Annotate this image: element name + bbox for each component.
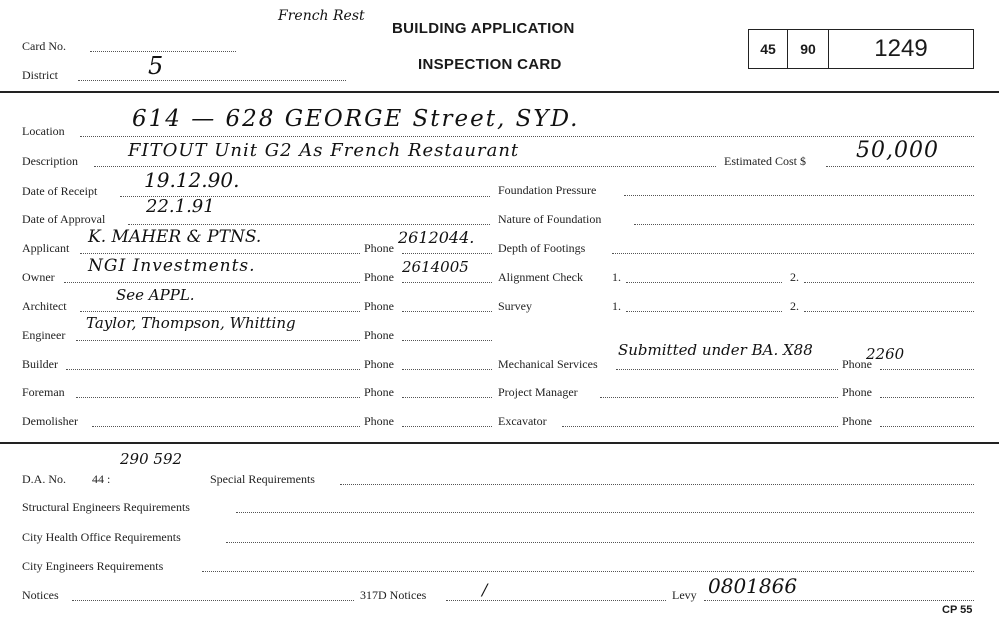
excavator-field[interactable]	[562, 426, 838, 427]
health-requirements-field[interactable]	[226, 542, 974, 543]
da-no-prefix: 44 :	[92, 472, 111, 486]
architect-value: See APPL.	[116, 286, 195, 304]
alignment-check-1-field[interactable]	[626, 282, 782, 283]
date-approval-field[interactable]	[128, 224, 490, 225]
applicant-phone-label: Phone	[364, 241, 394, 255]
levy-field[interactable]	[704, 600, 974, 601]
mechanical-services-label: Mechanical Services	[498, 357, 598, 371]
notices-field[interactable]	[72, 600, 354, 601]
applicant-phone-value: 2612044.	[398, 228, 475, 247]
demolisher-field[interactable]	[92, 426, 360, 427]
district-label: District	[22, 68, 58, 82]
notices-label: Notices	[22, 588, 59, 602]
engineer-field[interactable]	[76, 340, 360, 341]
excavator-phone-label: Phone	[842, 414, 872, 428]
location-label: Location	[22, 124, 65, 138]
estimated-cost-value: 50,000	[856, 138, 939, 163]
description-value: FITOUT Unit G2 As French Restaurant	[128, 140, 520, 161]
architect-label: Architect	[22, 299, 67, 313]
foreman-field[interactable]	[76, 397, 360, 398]
location-value: 614 — 628 GEORGE Street, SYD.	[132, 106, 580, 132]
health-requirements-label: City Health Office Requirements	[22, 530, 181, 544]
foreman-phone-field[interactable]	[402, 397, 492, 398]
levy-label: Levy	[672, 588, 697, 602]
estimated-cost-field[interactable]	[826, 166, 974, 167]
special-requirements-field[interactable]	[340, 484, 974, 485]
owner-phone-field[interactable]	[402, 282, 492, 283]
architect-phone-label: Phone	[364, 299, 394, 313]
code-box-2	[787, 29, 829, 69]
excavator-phone-field[interactable]	[880, 426, 974, 427]
survey-label: Survey	[498, 299, 532, 313]
nature-foundation-label: Nature of Foundation	[498, 212, 602, 226]
engineer-phone-field[interactable]	[402, 340, 492, 341]
levy-value: 0801866	[708, 574, 798, 598]
foreman-phone-label: Phone	[364, 385, 394, 399]
depth-footings-field[interactable]	[612, 253, 974, 254]
date-receipt-value: 19.12.90.	[144, 168, 240, 192]
architect-field[interactable]	[80, 311, 360, 312]
special-requirements-label: Special Requirements	[210, 472, 315, 486]
da-no-value: 290 592	[120, 450, 183, 468]
header-divider	[0, 91, 999, 93]
form-subtitle: INSPECTION CARD	[418, 56, 562, 73]
mechanical-phone-field[interactable]	[880, 369, 974, 370]
district-field[interactable]	[78, 80, 346, 81]
engineer-phone-label: Phone	[364, 328, 394, 342]
annotation-french-rest: French Rest	[278, 8, 365, 24]
owner-value: NGI Investments.	[88, 256, 256, 276]
lower-divider	[0, 442, 999, 444]
location-field[interactable]	[80, 136, 974, 137]
description-field[interactable]	[94, 166, 716, 167]
mechanical-services-value: Submitted under BA. X88	[618, 341, 813, 359]
applicant-phone-field[interactable]	[402, 253, 492, 254]
date-approval-label: Date of Approval	[22, 212, 106, 226]
applicant-label: Applicant	[22, 241, 70, 255]
structural-requirements-label: Structural Engineers Requirements	[22, 500, 190, 514]
owner-phone-label: Phone	[364, 270, 394, 284]
demolisher-phone-label: Phone	[364, 414, 394, 428]
code-box-1-value: 45	[760, 41, 776, 57]
city-engineers-requirements-label: City Engineers Requirements	[22, 559, 164, 573]
form-code: CP 55	[942, 604, 973, 616]
applicant-field[interactable]	[80, 253, 360, 254]
project-manager-label: Project Manager	[498, 385, 578, 399]
owner-phone-value: 2614005	[402, 258, 469, 276]
demolisher-label: Demolisher	[22, 414, 78, 428]
alignment-check-2-label: 2.	[790, 270, 799, 284]
builder-phone-label: Phone	[364, 357, 394, 371]
engineer-label: Engineer	[22, 328, 66, 342]
alignment-check-2-field[interactable]	[804, 282, 974, 283]
architect-phone-field[interactable]	[402, 311, 492, 312]
project-manager-phone-field[interactable]	[880, 397, 974, 398]
district-value: 5	[148, 52, 164, 80]
code-box-3-value: 1249	[874, 35, 928, 62]
survey-1-label: 1.	[612, 299, 621, 313]
project-manager-field[interactable]	[600, 397, 838, 398]
alignment-check-label: Alignment Check	[498, 270, 583, 284]
project-manager-phone-label: Phone	[842, 385, 872, 399]
mechanical-services-field[interactable]	[616, 369, 838, 370]
builder-label: Builder	[22, 357, 58, 371]
estimated-cost-label: Estimated Cost $	[724, 154, 806, 168]
demolisher-phone-field[interactable]	[402, 426, 492, 427]
survey-2-field[interactable]	[804, 311, 974, 312]
builder-field[interactable]	[66, 369, 360, 370]
depth-footings-label: Depth of Footings	[498, 241, 586, 255]
da-no-label: D.A. No.	[22, 472, 66, 486]
survey-1-field[interactable]	[626, 311, 782, 312]
mechanical-phone-value: 2260	[866, 345, 905, 363]
city-engineers-requirements-field[interactable]	[202, 571, 974, 572]
survey-2-label: 2.	[790, 299, 799, 313]
owner-label: Owner	[22, 270, 55, 284]
foreman-label: Foreman	[22, 385, 65, 399]
builder-phone-field[interactable]	[402, 369, 492, 370]
code-box-2-value: 90	[800, 41, 816, 57]
code-box-3	[828, 29, 974, 69]
description-label: Description	[22, 154, 78, 168]
form-title: BUILDING APPLICATION	[392, 20, 575, 37]
structural-requirements-field[interactable]	[236, 512, 974, 513]
notices-317d-field[interactable]	[446, 600, 666, 601]
card-no-label: Card No.	[22, 39, 66, 53]
excavator-label: Excavator	[498, 414, 547, 428]
engineer-value: Taylor, Thompson, Whitting	[86, 314, 296, 332]
owner-field[interactable]	[64, 282, 360, 283]
nature-foundation-field[interactable]	[634, 224, 974, 225]
notices-317d-value: /	[482, 580, 488, 599]
mechanical-phone-label: Phone	[842, 357, 872, 371]
applicant-value: K. MAHER & PTNS.	[88, 227, 262, 247]
foundation-pressure-label: Foundation Pressure	[498, 183, 597, 197]
date-approval-value: 22.1.91	[146, 196, 215, 217]
code-box-1	[748, 29, 788, 69]
notices-317d-label: 317D Notices	[360, 588, 427, 602]
date-receipt-label: Date of Receipt	[22, 184, 98, 198]
alignment-check-1-label: 1.	[612, 270, 621, 284]
foundation-pressure-field[interactable]	[624, 195, 974, 196]
